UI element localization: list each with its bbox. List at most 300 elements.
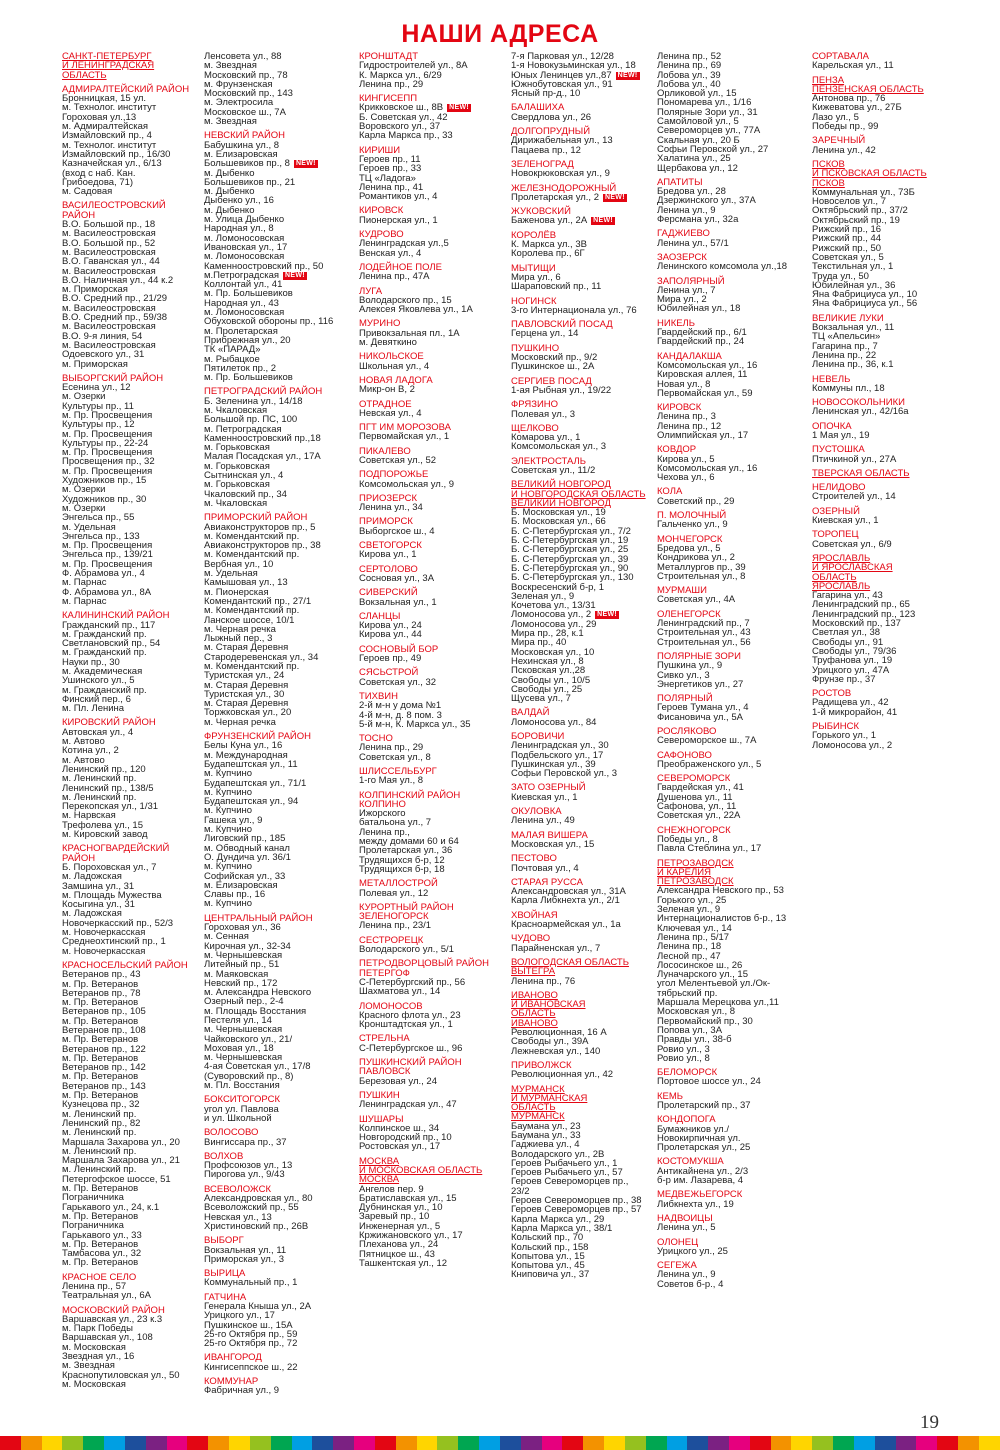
city-block (511, 991, 661, 1056)
address-line: Комсомольская ул., 3 (511, 441, 607, 453)
address-line: Советская ул., 11/2 (511, 464, 596, 476)
city-block (204, 732, 354, 909)
address-line: Ветеранов пр., 142 (62, 1062, 146, 1074)
address-line: Б. С-Петербургская ул., 130 (511, 572, 634, 584)
city-block (657, 859, 809, 1064)
address-line: Мира пр., 40 (511, 637, 567, 649)
city-heading: ОКУЛОВКА (511, 806, 562, 818)
city-heading: МЫТИЩИ (511, 262, 556, 274)
city-block (511, 160, 661, 179)
address-line: Героев Рыбачьего ул., 1 (511, 1157, 618, 1169)
address-line: м. Василеостровская (62, 246, 156, 258)
address-line: м. Горьковская (204, 442, 270, 454)
address-line: м. Василеостровская (62, 228, 156, 240)
address-line: Ленина пр., 57 (62, 1281, 127, 1292)
address-line: Ветеранов пр., 122 (62, 1043, 146, 1055)
stripe-segment (396, 1436, 417, 1450)
stripe-segment (417, 1436, 438, 1450)
city-block (204, 1128, 354, 1147)
address-line: Ленина пр., 41 (359, 181, 424, 193)
address-line: Попова ул., 3А (657, 1024, 723, 1036)
city-heading: ТОРОПЕЦ (812, 529, 859, 541)
address-line: Пролетарская ул., 36 (359, 845, 453, 857)
address-line: м. Ленинский пр. (62, 791, 137, 803)
address-line: В.О. Большой пр., 18 (62, 219, 156, 231)
city-block (204, 52, 354, 126)
address-line: Ленина пр., 23/1 (359, 920, 432, 932)
new-badge: NEW! (604, 193, 625, 201)
address-line: Зеленая ул., 9 (511, 590, 575, 602)
address-line: Новокрюковская ул., 9 (511, 168, 610, 180)
address-line: Славы пр., 16 (204, 889, 266, 901)
city-heading: ЗАТО ОЗЕРНЫЙ (511, 782, 586, 794)
address-line: Науки пр., 30 (62, 656, 120, 668)
city-heading: ПЕТРОДВОРЦОВЫЙ РАЙОН (359, 958, 489, 970)
city-heading: СВЕТОГОРСК (359, 540, 422, 552)
address-line: Ленина пр., 29 (359, 78, 424, 90)
address-line: Комсомольская ул., 9 (359, 478, 455, 490)
city-block (62, 961, 202, 1268)
address-line: Березовая ул., 24 (359, 1075, 437, 1087)
address-line: Лососинское ш., 26 (657, 959, 743, 971)
city-heading: ТВЕРСКАЯ ОБЛАСТЬ (812, 467, 910, 479)
city-heading: ПУШКИН (359, 1089, 400, 1101)
address-line: Ясный пр-д., 10 (511, 88, 581, 100)
address-line: Крикковское ш., 8В NEW! (359, 102, 470, 114)
address-line: Новая ул., 8 (657, 378, 711, 390)
address-line: м. Василеостровская (62, 321, 156, 333)
stripe-segment (854, 1436, 875, 1450)
address-line: Кирова ул., 5 (657, 453, 715, 465)
city-heading: ПРИВОЛЖСК (511, 1059, 572, 1071)
address-line: м. Международная (204, 749, 288, 761)
address-line: м. Василеостровская (62, 302, 156, 314)
stripe-segment (687, 1436, 708, 1450)
address-line: Лазо ул., 5 (812, 111, 859, 123)
address-line: Ивановская ул., 17 (204, 241, 288, 253)
stripe-segment (292, 1436, 313, 1450)
address-line: Энгельса пр., 133 (62, 530, 140, 542)
city-heading: БАЛАШИХА (511, 102, 565, 114)
city-block (359, 588, 509, 607)
city-block (359, 903, 509, 931)
address-line: Б. С-Петербургская ул., 39 (511, 553, 629, 565)
address-line: Горького ул., 1 (812, 730, 877, 742)
city-heading: ОТРАДНОЕ (359, 398, 412, 410)
stripe-segment (979, 1436, 1000, 1450)
city-block (359, 1058, 509, 1086)
address-line: Венская ул., 4 (359, 247, 422, 259)
address-line: м. Черная речка (204, 623, 276, 635)
address-line: Бредова ул., 5 (657, 542, 721, 554)
city-block (359, 263, 509, 282)
city-block (359, 1002, 509, 1030)
address-line: м. Озерки (62, 502, 106, 514)
address-line: Озерный пер., 2-4 (204, 996, 284, 1008)
address-line: Всеволожский пр., 55 (204, 1202, 299, 1214)
address-line: Ленина пр., 12 (657, 420, 722, 432)
address-line: м. Дыбенко (204, 167, 255, 179)
address-line: Первомайская ул., 1 (359, 431, 450, 443)
city-heading: МОСКОВСКИЙ РАЙОН (62, 1304, 165, 1316)
address-line: Дыбенко ул., 16 (204, 195, 274, 207)
address-line: Шараповский пр., 11 (511, 281, 602, 293)
address-line: между домами 60 и 64 (359, 836, 459, 848)
address-line: Октябрьский пр., 19 (812, 214, 900, 226)
address-line: м. Александра Невского (204, 987, 312, 999)
address-line: Ленинградский пр., 7 (657, 618, 750, 630)
city-block (657, 352, 809, 398)
city-block (359, 612, 509, 640)
city-block (511, 52, 661, 98)
address-line: Ленинградская ул., 47 (359, 1099, 457, 1111)
city-heading: ВОЛХОВ (204, 1150, 244, 1162)
city-block (359, 565, 509, 584)
city-heading: И НОВГОРОДСКАЯ ОБЛАСТЬ (511, 488, 646, 500)
city-block (204, 1152, 354, 1180)
stripe-segment (542, 1436, 563, 1450)
stripe-segment (750, 1436, 771, 1450)
city-heading: СОСНОВЫЙ БОР (359, 643, 439, 655)
city-heading: КОЛПИНО (359, 798, 406, 810)
address-line: Тамбасова ул., 32 (62, 1248, 142, 1260)
address-line: м. Парк Победы (62, 1323, 133, 1335)
city-heading: ВСЕВОЛОЖСК (204, 1183, 271, 1195)
address-line: Вингиссара пр., 37 (204, 1136, 287, 1148)
address-line: Шахматова ул., 14 (359, 986, 441, 998)
address-line: Свободы ул., 79/36 (812, 645, 897, 657)
address-line: К. Маркса ул., 6/29 (359, 69, 442, 81)
city-heading: МУРМАШИ (657, 585, 707, 597)
address-column-6 (812, 52, 962, 755)
city-heading: ЛОМОНОСОВ (359, 1000, 423, 1012)
city-block (812, 52, 962, 71)
city-block (204, 131, 354, 382)
city-block (511, 783, 661, 802)
city-heading: СЯСЬСТРОЙ (359, 667, 419, 679)
address-line: м. Московская (62, 1341, 126, 1353)
address-line: и ул. Школьной (204, 1112, 272, 1124)
city-block (359, 1157, 509, 1269)
address-line: Пушкина ул., 9 (657, 660, 723, 672)
city-heading: ХВОЙНАЯ (511, 909, 558, 921)
address-line: Варшавская ул., 108 (62, 1332, 153, 1344)
address-line: 4-й м-н, д. 8 пом. 3 (359, 709, 442, 721)
address-line: Дирижабельная ул., 13 (511, 135, 613, 147)
city-block (511, 708, 661, 727)
stripe-segment (708, 1436, 729, 1450)
address-line: Ф. Абрамова ул., 4 (62, 568, 145, 580)
address-line: м. Гражданский пр. (62, 647, 147, 659)
address-line: Труда ул., 50 (812, 270, 869, 282)
address-line: Копытова ул., 15 (511, 1250, 585, 1262)
address-line: Алексея Яковлева ул., 1А (359, 304, 473, 316)
address-line: Карла Либкнехта ул., 2/1 (511, 895, 620, 907)
stripe-segment (83, 1436, 104, 1450)
city-block (511, 480, 661, 703)
city-heading: МЕТАЛЛОСТРОЙ (359, 878, 438, 890)
city-block (511, 854, 661, 873)
address-line: м. Фрунзенская (204, 78, 273, 90)
address-line: Подбельского ул., 17 (511, 749, 604, 761)
city-block (657, 178, 809, 224)
city-heading: ВОЛОГОДСКАЯ ОБЛАСТЬ (511, 956, 629, 968)
address-line: Малая Посадская ул., 17А (204, 451, 321, 463)
city-block (359, 230, 509, 258)
address-line: Микр-он В, 2 (359, 384, 415, 396)
city-block (657, 511, 809, 530)
address-line: С-Петербургский пр., 56 (359, 976, 466, 988)
city-heading: ПОДПОРОЖЬЕ (359, 469, 429, 481)
city-heading: ОБЛАСТЬ (511, 1008, 556, 1020)
address-line: Народная ул., 8 (204, 223, 274, 235)
city-heading: АДМИРАЛТЕЙСКИЙ РАЙОН (62, 83, 190, 95)
address-line: К. Маркса ул., 3В (511, 239, 587, 251)
city-heading: КРАСНОСЕЛЬСКИЙ РАЙОН (62, 959, 188, 971)
address-line: Свободы ул., 91 (812, 636, 884, 648)
city-heading: РОСЛЯКОВО (657, 726, 717, 737)
address-line: Володарского ул., 5/1 (359, 944, 454, 956)
address-line: Московская ул., 8 (657, 1006, 736, 1018)
address-line: м. Пл. Восстания (204, 1080, 280, 1092)
city-heading: ЖЕЛЕЗНОДОРОЖНЫЙ (511, 182, 617, 194)
city-block (511, 207, 661, 226)
address-line: Горького ул., 25 (657, 894, 727, 906)
address-line: Урицкого ул., 25 (657, 1245, 728, 1257)
address-line: Каменноостровский пр.,18 (204, 432, 321, 444)
address-line: м. Комендантский пр. (204, 549, 300, 561)
address-line: Володарского ул., 2В (511, 1148, 605, 1160)
address-line: Б. Московская ул., 19 (511, 507, 606, 519)
city-block (359, 541, 509, 560)
address-line: м.Петроградская NEW! (204, 269, 305, 281)
address-line: Свердлова ул., 26 (511, 111, 592, 123)
address-line: Советская ул., 8 (359, 751, 431, 763)
stripe-segment (646, 1436, 667, 1450)
address-line: Ташкентская ул., 12 (359, 1257, 448, 1269)
city-heading: СЕВЕРОМОРСК (657, 773, 731, 785)
city-block (204, 387, 354, 508)
address-line: Ленинский пр., 82 (62, 1117, 141, 1129)
city-block (657, 1115, 809, 1152)
address-line: м. Парнас (62, 595, 107, 607)
address-line: Энергетиков ул., 27 (657, 678, 744, 690)
address-line: Есенина ул., 12 (62, 382, 131, 394)
address-line: Трудящихся б-р, 18 (359, 863, 445, 875)
city-heading: ЗАРЕЧНЫЙ (812, 135, 866, 147)
address-line: Гороховая ул.,13 (62, 111, 137, 123)
stripe-segment (187, 1436, 208, 1450)
address-line: Большой пр. ПС, 100 (204, 414, 298, 426)
address-line: м. Ломоносовская (204, 251, 285, 263)
city-heading: СТАРАЯ РУССА (511, 876, 583, 888)
city-heading: СОРТАВАЛА (812, 51, 869, 62)
address-line: Заревый пр., 10 (359, 1211, 430, 1223)
address-line: Баумана ул., 23 (511, 1120, 581, 1132)
address-line: Новоселов ул., 7 (812, 196, 886, 208)
city-heading: КИРОВСКИЙ РАЙОН (62, 717, 156, 729)
address-line: Лобова ул., 39 (657, 69, 721, 81)
address-line: м. Удельная (62, 521, 116, 533)
address-line: Школьная ул., 4 (359, 360, 430, 372)
city-block (62, 611, 202, 713)
address-line: Московская ул., 10 (511, 646, 595, 658)
address-line: Финский пер., 6 (62, 693, 131, 705)
city-heading: ЖУКОВСКИЙ (511, 206, 571, 218)
city-block (657, 694, 809, 722)
address-line: Новокирпичная ул. (657, 1132, 741, 1144)
city-heading: КИРОВСК (359, 205, 404, 217)
city-heading: МОСКВА (359, 1174, 400, 1186)
stripe-segment (62, 1436, 83, 1450)
address-line: м. Купчино (204, 898, 253, 910)
address-line: м. Пр. Ветеранов (62, 1071, 139, 1083)
address-line: Будапештская ул., 11 (204, 758, 298, 770)
address-line: Ленина ул., 7 (657, 284, 716, 296)
stripe-segment (437, 1436, 458, 1450)
city-heading: САНКТ-ПЕТЕРБУРГ (62, 51, 152, 62)
address-line: Ключевая ул., 14 (657, 922, 732, 934)
stripe-segment (458, 1436, 479, 1450)
address-line: Халатина ул., 25 (657, 153, 731, 165)
stripe-segment (729, 1436, 750, 1450)
city-block (62, 85, 202, 197)
address-line: Ленина ул., 42 (812, 144, 876, 156)
address-line: м. Купчино (204, 786, 253, 798)
address-column-5 (657, 52, 809, 1294)
city-block (657, 253, 809, 272)
city-heading: КУРОРТНЫЙ РАЙОН (359, 901, 454, 913)
address-line: Прибрежная ул., 20 (204, 334, 291, 346)
address-line: Стародеревенская ул., 34 (204, 651, 319, 663)
address-line: м. Гражданский пр. (62, 684, 147, 696)
city-heading: ЭЛЕКТРОСТАЛЬ (511, 455, 586, 467)
address-line: Трефолева ул., 15 (62, 819, 143, 831)
address-line: Героев пр., 33 (359, 163, 422, 175)
address-line: Героев пр., 11 (359, 153, 421, 165)
address-line: м. Пр. Ветеранов (62, 1210, 139, 1222)
address-line: Белы Куна ул., 16 (204, 740, 283, 752)
city-heading: САФОНОВО (657, 749, 712, 761)
address-line: Невская ул., 13 (204, 1211, 272, 1223)
city-block (359, 423, 509, 442)
address-line: Парайненская ул., 7 (511, 942, 601, 954)
address-line: Петергофское шоссе, 51 (62, 1173, 171, 1185)
city-block (657, 727, 809, 746)
address-line: 1-й микрорайон, 41 (812, 706, 898, 718)
address-line: Культуры пр., 11 (62, 400, 134, 412)
city-heading: СЕГЕЖА (657, 1260, 697, 1272)
address-line: Яна Фабрициуса ул., 10 (812, 289, 918, 301)
address-line: м. Комендантский пр. (204, 661, 300, 672)
city-heading: ОЗЕРНЫЙ (812, 505, 860, 517)
address-line: Советская ул., 52 (359, 454, 437, 466)
address-line: м. Василеостровская (62, 265, 156, 277)
address-line: м. Звездная (204, 116, 257, 128)
address-line: Мира пр., 28, к.1 (511, 628, 584, 640)
city-heading: ЛУГА (359, 285, 383, 297)
city-block (511, 377, 661, 396)
address-line: Портовое шоссе ул., 24 (657, 1076, 761, 1088)
address-line: Художников пр., 15 (62, 475, 147, 487)
address-line: Бредова ул., 28 (657, 186, 726, 198)
city-heading: СНЕЖНОГОРСК (657, 824, 731, 836)
address-line: м. Пр. Ветеранов (62, 1238, 139, 1250)
address-column-2 (204, 52, 354, 1401)
city-block (511, 958, 661, 986)
city-heading: КУДРОВО (359, 229, 404, 241)
address-line: Просвещения пр., 32 (62, 456, 155, 468)
address-line: Победы пр., 99 (812, 121, 879, 133)
city-heading: ПИКАЛЕВО (359, 445, 411, 457)
city-block (62, 374, 202, 606)
address-line: Бабушкина ул., 8 (204, 139, 280, 151)
address-line: Пограничника (62, 1192, 124, 1204)
city-heading: ПЕНЗЕНСКАЯ ОБЛАСТЬ (812, 83, 924, 95)
address-line: Гражданский пр., 117 (62, 619, 156, 631)
city-block (62, 844, 202, 956)
city-heading: ВАСИЛЕОСТРОВСКИЙ (62, 200, 166, 212)
city-heading: ЧУДОВО (511, 933, 551, 945)
city-block (657, 610, 809, 647)
city-heading: АПАТИТЫ (657, 176, 703, 188)
city-block (359, 1091, 509, 1110)
address-line: Чайковского ул., 21/ (204, 1033, 293, 1045)
city-heading: ОЛЕНЕГОРСК (657, 608, 721, 620)
city-heading: ПСКОВ (812, 158, 845, 170)
city-block (511, 184, 661, 203)
city-block (657, 826, 809, 854)
city-block (812, 160, 962, 309)
new-badge: NEW! (295, 160, 316, 168)
city-block (812, 530, 962, 549)
address-line: Ветеранов пр., 105 (62, 1006, 146, 1018)
address-line: м. Новочеркасская (62, 927, 146, 939)
city-heading: МУРМАНСК (511, 1083, 565, 1095)
address-line: Народная ул., 43 (204, 297, 279, 309)
stripe-segment (521, 1436, 542, 1450)
city-block (812, 722, 962, 750)
address-line: Рижский пр., 44 (812, 233, 882, 245)
address-line: Пирогова ул., 9/43 (204, 1169, 285, 1181)
address-line: Рижский пр., 16 (812, 224, 882, 236)
address-line: м. Девяткино (359, 337, 417, 349)
address-line: Североморское ш., 7А (657, 735, 757, 747)
city-heading: ПЕТРОЗАВОДСК (657, 857, 734, 869)
address-line: Гвардейский пр., 6/1 (657, 327, 747, 339)
address-line: Гидростроителей ул., 8А (359, 60, 468, 72)
address-line: Ленина пр., 18 (657, 941, 722, 953)
address-line: Гвардейский пр., 24 (657, 336, 745, 348)
city-heading: ПЕТРОГРАДСКИЙ РАЙОН (204, 386, 323, 398)
address-line: Пономарева ул., 1/16 (657, 97, 752, 109)
stripe-segment (875, 1436, 896, 1450)
city-heading: БЕЛОМОРСК (657, 1067, 718, 1079)
address-line: Б. С-Петербургская ул., 25 (511, 544, 629, 556)
city-heading: РОСТОВ (812, 688, 852, 700)
address-line: м. Петроградская (204, 423, 282, 435)
address-line: Гвардейская ул., 41 (657, 782, 744, 794)
address-line: м. Горьковская (204, 460, 270, 472)
address-line: Кржижановского ул., 17 (359, 1230, 463, 1242)
city-block (204, 1236, 354, 1264)
address-line: Фрунзе пр., 37 (812, 673, 876, 685)
address-line: Ижорского (359, 808, 406, 820)
address-line: Маршала Захарова ул., 21 (62, 1155, 180, 1167)
address-line: Кузнецова пр., 32 (62, 1099, 140, 1111)
address-line: В.О. Средний пр., 59/38 (62, 312, 168, 324)
city-heading: КОНДОПОГА (657, 1114, 716, 1126)
